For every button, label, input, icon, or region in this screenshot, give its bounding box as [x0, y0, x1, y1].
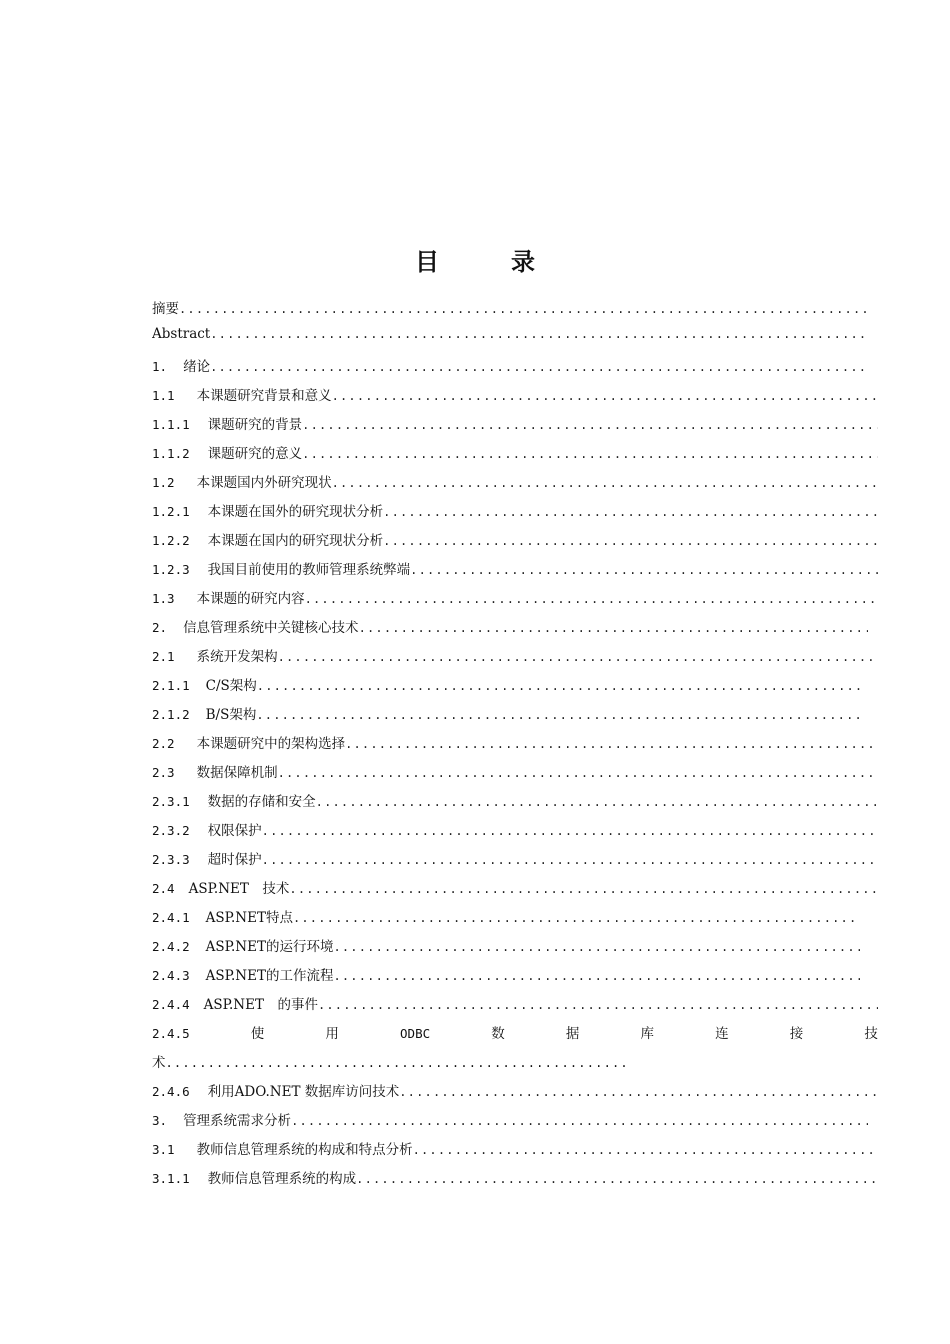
toc-entry-number: 2.4.4 [152, 997, 190, 1012]
toc-entry[interactable] [152, 935, 860, 964]
toc-entry-title: 课题研究的意义 [207, 446, 303, 462]
toc-dot-leader [166, 1056, 627, 1070]
toc-entry-title: 数据保障机制 [196, 765, 278, 781]
toc-entry[interactable] [152, 993, 878, 1022]
toc-entry-title: ASP.NET的运行环境 [205, 939, 334, 955]
toc-dot-leader [262, 824, 878, 838]
toc-entry[interactable] [152, 645, 878, 674]
toc-entry-title: 本课题研究中的架构选择 [196, 736, 346, 752]
toc-dot-leader [289, 882, 878, 896]
toc-entry-title: 利用ADO.NET 数据库访问技术 [207, 1084, 400, 1100]
toc-entry-number: 2.2 [152, 736, 175, 751]
toc-entry-title: ASP.NET特点 [205, 910, 293, 926]
toc-entry[interactable] [152, 1080, 878, 1109]
toc-entry[interactable] [152, 964, 860, 993]
toc-dot-leader [291, 1114, 868, 1128]
toc-dot-leader [332, 476, 878, 490]
toc-entry-number: 1.2.3 [152, 562, 190, 577]
toc-entry-number: 2.4.6 [152, 1084, 190, 1099]
toc-entry-title-word: 库 [640, 1026, 654, 1042]
toc-entry-title-word: 据 [565, 1026, 580, 1042]
toc-entry-title: Abstract [152, 326, 211, 342]
toc-entry-number: 1.3 [152, 591, 175, 606]
toc-entry[interactable] [152, 500, 878, 529]
toc-entry-number: 2.4.2 [152, 939, 190, 954]
toc-dot-leader [278, 650, 878, 664]
toc-entry[interactable] [152, 848, 878, 877]
toc-entry[interactable] [152, 326, 868, 355]
toc-dot-leader [262, 853, 878, 867]
toc-entry-title: 信息管理系统中关键核心技术 [183, 620, 359, 636]
toc-entry-number: 1.1 [152, 388, 175, 403]
toc-dot-leader [257, 679, 860, 693]
toc-entry-number: 1.1.1 [152, 417, 190, 432]
toc-dot-leader [383, 534, 878, 548]
toc-entry-title-word: 使 [250, 1026, 265, 1042]
toc-entry[interactable] [152, 906, 860, 935]
toc-entry-number: 3.1.1 [152, 1171, 190, 1186]
toc-entry-number: 3. [152, 1113, 168, 1128]
toc-dot-leader [333, 969, 860, 983]
toc-entry-title: ASP.NET 的事件 [203, 997, 318, 1013]
toc-entry[interactable] [152, 1167, 878, 1196]
toc-entry-title-word: 用 [325, 1026, 339, 1042]
toc-entry-title: 摘要 [152, 301, 179, 317]
toc-entry-title: 本课题研究背景和意义 [196, 388, 332, 404]
toc-entry-title: C/S架构 [205, 678, 257, 694]
toc-dot-leader [316, 795, 878, 809]
table-of-contents [152, 297, 878, 1196]
toc-dot-leader [210, 327, 868, 341]
toc-entry-title: B/S架构 [205, 707, 257, 723]
toc-entry-title-word: 数 [491, 1026, 505, 1042]
toc-dot-leader [332, 389, 878, 403]
toc-entry[interactable] [152, 674, 860, 703]
toc-dot-leader [305, 592, 878, 606]
toc-entry-number: 1.2 [152, 475, 175, 490]
toc-entry[interactable] [152, 355, 868, 384]
toc-entry[interactable] [152, 790, 878, 819]
toc-entry-title: 本课题国内外研究现状 [196, 475, 332, 491]
toc-entry[interactable] [152, 558, 878, 587]
toc-entry[interactable] [152, 732, 878, 761]
toc-entry-number: 1.2.2 [152, 533, 190, 548]
toc-dot-leader [302, 418, 878, 432]
toc-entry-number: 1.2.1 [152, 504, 190, 519]
toc-entry-number: 2.3.3 [152, 852, 190, 867]
toc-entry-title-word: 连 [715, 1026, 729, 1042]
toc-entry-number: 2.4.1 [152, 910, 190, 925]
toc-entry-title: 超时保护 [207, 852, 262, 868]
toc-entry-title: 绪论 [183, 359, 211, 375]
toc-entry-number: 2.3.1 [152, 794, 190, 809]
toc-entry-number: 2. [152, 620, 168, 635]
toc-entry[interactable] [152, 529, 878, 558]
toc-entry-title: 我国目前使用的教师管理系统弊端 [207, 562, 411, 578]
toc-entry-title: 课题研究的背景 [207, 417, 303, 433]
toc-entry-number: 2.4.5 [152, 1026, 190, 1041]
toc-entry-title: 系统开发架构 [196, 649, 278, 665]
toc-entry[interactable] [152, 384, 878, 413]
toc-dot-leader [383, 505, 878, 519]
toc-dot-leader [256, 708, 860, 722]
toc-dot-leader [359, 621, 868, 635]
toc-entry[interactable] [152, 1109, 868, 1138]
toc-entry-title-word: ODBC [400, 1026, 431, 1041]
toc-entry[interactable] [152, 1022, 878, 1051]
toc-entry-number: 2.1.1 [152, 678, 190, 693]
toc-dot-leader [345, 737, 878, 751]
toc-entry-title: 教师信息管理系统的构成和特点分析 [196, 1142, 413, 1158]
toc-dot-leader [278, 766, 878, 780]
toc-dot-leader [179, 302, 868, 316]
toc-dot-leader [302, 447, 878, 461]
toc-entry[interactable] [152, 442, 878, 471]
toc-entry[interactable] [152, 471, 878, 500]
toc-entry-title: 术 [152, 1055, 166, 1071]
toc-entry-title: ASP.NET 技术 [188, 881, 290, 897]
toc-entry[interactable] [152, 587, 878, 616]
toc-dot-leader [293, 911, 860, 925]
toc-entry[interactable] [152, 297, 868, 326]
toc-entry[interactable] [152, 703, 860, 732]
toc-dot-leader [413, 1143, 878, 1157]
toc-entry-title: 权限保护 [207, 823, 262, 839]
toc-entry-number: 2.4.3 [152, 968, 190, 983]
toc-entry[interactable] [152, 616, 868, 645]
toc-entry-continuation[interactable] [152, 1051, 626, 1080]
toc-entry[interactable] [152, 413, 878, 442]
toc-dot-leader [210, 360, 868, 374]
toc-entry-title: 教师信息管理系统的构成 [207, 1171, 357, 1187]
toc-dot-leader [410, 563, 878, 577]
toc-entry-number: 2.3.2 [152, 823, 190, 838]
toc-dot-leader [318, 998, 878, 1012]
toc-entry-number: 3.1 [152, 1142, 175, 1157]
toc-entry-number: 2.1.2 [152, 707, 190, 722]
toc-entry-title-word: 技 [864, 1026, 878, 1042]
toc-entry[interactable] [152, 761, 878, 790]
toc-entry-title: 管理系统需求分析 [183, 1113, 292, 1129]
toc-dot-leader [356, 1172, 878, 1186]
title-char-2: 录 [511, 248, 535, 276]
title-char-1: 目 [415, 248, 439, 276]
toc-entry-number: 1. [152, 359, 168, 374]
toc-entry[interactable] [152, 819, 878, 848]
toc-entry[interactable] [152, 1138, 878, 1167]
toc-entry-title: 数据的存储和安全 [207, 794, 316, 810]
toc-dot-leader [399, 1085, 878, 1099]
toc-entry-title-word: 接 [789, 1026, 804, 1042]
toc-dot-leader [333, 940, 860, 954]
page-title [0, 242, 950, 277]
toc-entry-title: 本课题在国内的研究现状分析 [207, 533, 384, 549]
toc-entry-title: 本课题在国外的研究现状分析 [207, 504, 384, 520]
toc-entry[interactable] [152, 877, 878, 906]
toc-entry-number: 2.3 [152, 765, 175, 780]
toc-entry-title: ASP.NET的工作流程 [205, 968, 334, 984]
toc-entry-number: 1.1.2 [152, 446, 190, 461]
toc-entry-title: 本课题的研究内容 [196, 591, 305, 607]
toc-entry-number: 2.4 [152, 881, 175, 896]
toc-entry-number: 2.1 [152, 649, 175, 664]
